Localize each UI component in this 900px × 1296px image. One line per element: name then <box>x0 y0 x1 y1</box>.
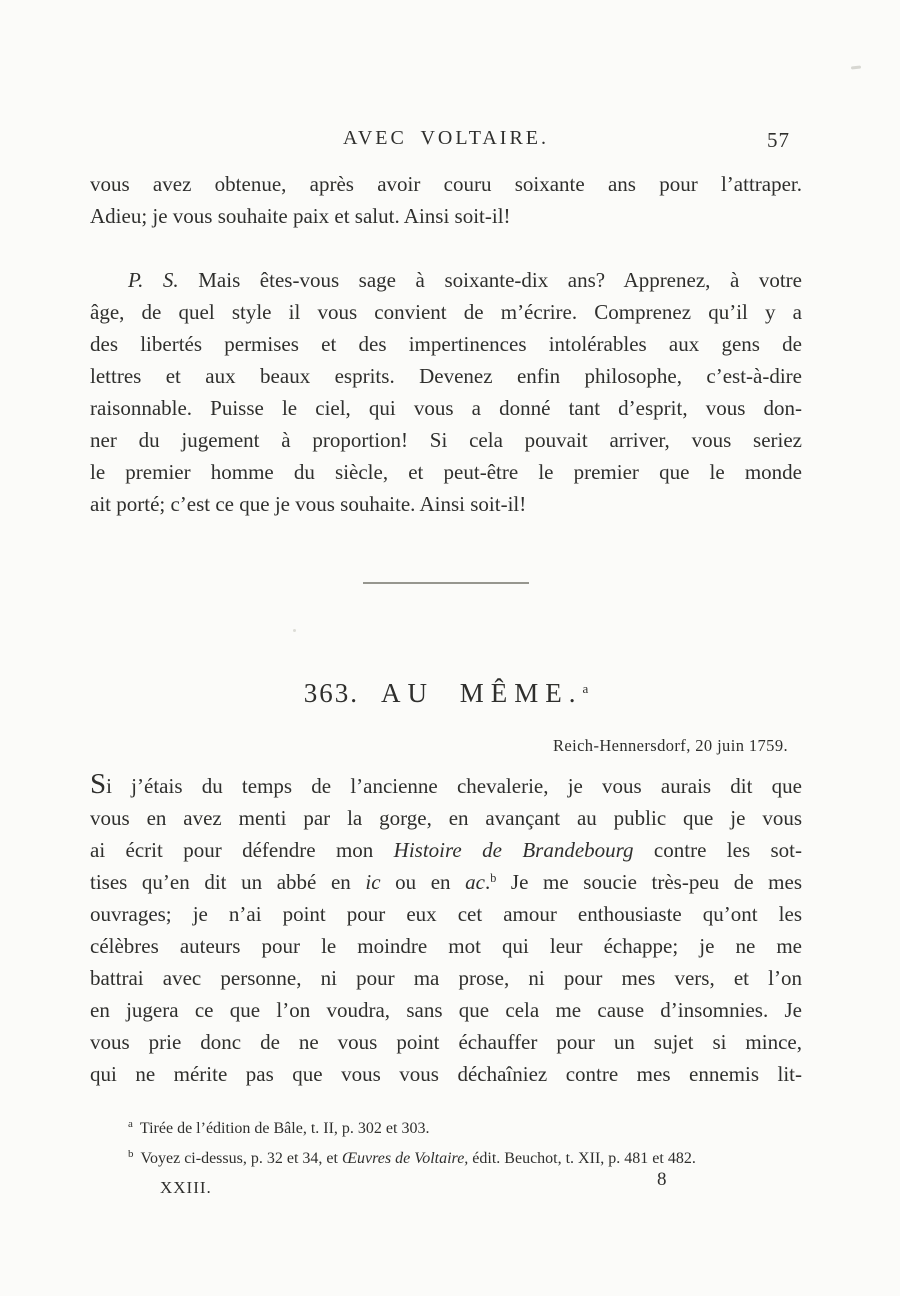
text-line: ouvrages; je n’ai point pour eux cet amour enthousiaste qu’ont les <box>90 902 802 926</box>
gathering-number: 8 <box>657 1169 667 1190</box>
text-line: ner du jugement à proportion! Si cela pouvait arriver, vous seriez <box>90 428 802 452</box>
footnote-text-b: Voyez ci-dessus, p. 32 et 34, et Œuvres de Voltaire, édit. Beuchot, t. XII, p. 481 et 482. <box>140 1150 696 1167</box>
letter-heading-note-mark: a <box>582 680 589 696</box>
page-number: 57 <box>767 128 790 152</box>
text-line: raisonnable. Puisse le ciel, qui vous a donné tant d’esprit, vous don- <box>90 396 802 420</box>
text-line: des libertés permises et des impertinences intolérables aux gens de <box>90 332 802 356</box>
text-line: vous prie donc de ne vous point échauffer pour un sujet si mince, <box>90 1030 802 1054</box>
scan-artifact <box>851 65 861 69</box>
text-line: âge, de quel style il vous convient de m’écrire. Comprenez qu’il y a <box>90 300 802 324</box>
footnote-text-a: Tirée de l’édition de Bâle, t. II, p. 302 et 303. <box>139 1120 430 1137</box>
letter-number: 363. <box>303 678 359 708</box>
footnote-a <box>90 1114 802 1144</box>
text-line: vous avez obtenue, après avoir couru soixante ans pour l’attraper. <box>90 172 802 196</box>
footnote-mark-a: a <box>128 1117 133 1130</box>
scan-artifact <box>293 629 296 632</box>
footnotes <box>90 1114 802 1174</box>
text-line: Si j’étais du temps de l’ancienne chevalerie, je vous aurais dit que <box>90 768 802 800</box>
text-line: P. S. Mais êtes-vous sage à soixante-dix ans? Apprenez, à votre <box>128 268 802 292</box>
text-line: vous en avez menti par la gorge, en avançant au public que je vous <box>90 806 802 830</box>
text-line: le premier homme du siècle, et peut-être le premier que le monde <box>90 460 802 484</box>
text-line: ai écrit pour défendre mon Histoire de Brandebourg contre les sot- <box>90 838 803 862</box>
volume-signature-mark: XXIII. <box>160 1178 212 1197</box>
letter-dateline: Reich-Hennersdorf, 20 juin 1759. <box>552 736 788 755</box>
section-separator-rule <box>363 582 529 584</box>
text-line: célèbres auteurs pour le moindre mot qui leur échappe; je ne me <box>90 934 802 958</box>
footnote-b <box>90 1144 802 1174</box>
text-line: Adieu; je vous souhaite paix et salut. Ainsi soit-il! <box>90 204 511 228</box>
text-line: en jugera ce que l’on voudra, sans que cela me cause d’insomnies. Je <box>90 998 802 1022</box>
letter-body <box>90 770 802 1090</box>
footnote-mark-b: b <box>128 1147 134 1160</box>
text-line: qui ne mérite pas que vous vous déchaîniez contre mes ennemis lit- <box>90 1062 802 1086</box>
letter-heading <box>90 678 802 709</box>
postscript-paragraph <box>90 264 802 520</box>
text-line: tises qu’en dit un abbé en ic ou en ac.$^b$ Je me soucie très-peu de mes <box>90 870 802 894</box>
running-head-title: AVEC VOLTAIRE. <box>342 127 550 149</box>
text-line: ait porté; c’est ce que je vous souhaite. Ainsi soit-il! <box>90 492 527 516</box>
text-line: battrai avec personne, ni pour ma prose, ni pour mes vers, et l’on <box>90 966 802 990</box>
running-head <box>90 127 802 150</box>
letter-title: AU MÊME. <box>380 678 583 708</box>
text-line: lettres et aux beaux esprits. Devenez enfin philosophe, c’est-à-dire <box>90 364 802 388</box>
opening-paragraph <box>90 168 802 232</box>
